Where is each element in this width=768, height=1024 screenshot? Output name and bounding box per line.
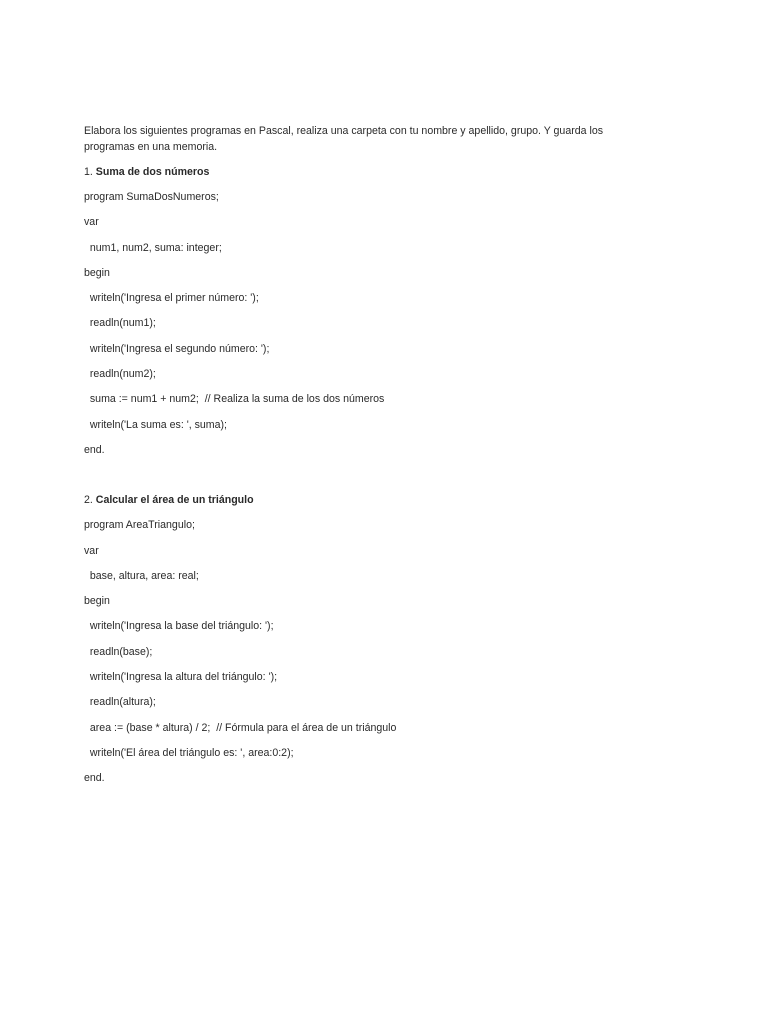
- code-line: readln(num1);: [84, 317, 156, 330]
- code-line: suma := num1 + num2; // Realiza la suma de los dos números: [84, 393, 385, 406]
- section-spacer: [84, 467, 644, 492]
- code-line: num1, num2, suma: integer;: [84, 241, 222, 254]
- code-line: writeln('Ingresa el segundo número: ');: [84, 342, 270, 355]
- code-line: begin: [84, 595, 110, 608]
- code-line: var: [84, 544, 99, 557]
- code-line: writeln('La suma es: ', suma);: [84, 418, 227, 431]
- code-line: readln(num2);: [84, 368, 156, 381]
- intro-paragraph: Elabora los siguientes programas en Pascal, realiza una carpeta con tu nombre y apellido, grupo. Y guarda los programas en una memoria.: [84, 125, 604, 153]
- code-line: var: [84, 216, 99, 229]
- code-line: base, altura, area: real;: [84, 569, 199, 582]
- section-number: 2.: [84, 494, 93, 507]
- code-line: writeln('El área del triángulo es: ', area:0:2);: [84, 746, 294, 759]
- code-line: end.: [84, 443, 105, 456]
- code-line: end.: [84, 772, 105, 785]
- section-heading-2: [84, 492, 644, 517]
- code-line: writeln('Ingresa la altura del triángulo: ');: [84, 671, 278, 684]
- section-heading-1: [84, 164, 644, 189]
- code-line: readln(altura);: [84, 696, 156, 709]
- code-line: program AreaTriangulo;: [84, 519, 195, 532]
- code-line: area := (base * altura) / 2; // Fórmula para el área de un triángulo: [84, 721, 397, 734]
- code-line: program SumaDosNumeros;: [84, 191, 219, 203]
- code-line: begin: [84, 266, 110, 279]
- section-title: Suma de dos números: [95, 166, 210, 178]
- code-line: readln(base);: [84, 645, 153, 658]
- document-body: [84, 123, 644, 796]
- code-line: writeln('Ingresa el primer número: ');: [84, 292, 259, 305]
- code-line: writeln('Ingresa la base del triángulo: ');: [84, 620, 274, 633]
- section-title: Calcular el área de un triángulo: [95, 494, 254, 507]
- section-number: 1.: [84, 166, 93, 178]
